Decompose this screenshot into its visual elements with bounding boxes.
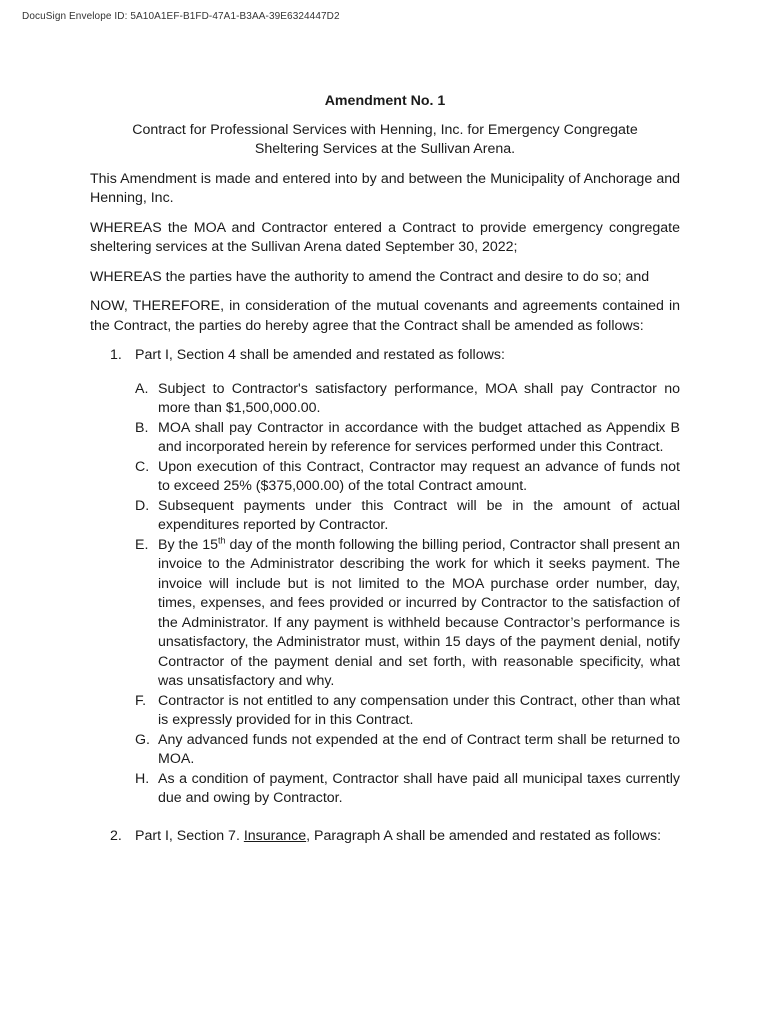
document-page	[90, 92, 680, 856]
docusign-envelope-id: DocuSign Envelope ID: 5A10A1EF-B1FD-47A1-B3AA-39E6324447D2	[22, 11, 340, 22]
insurance-term: Insurance	[243, 827, 307, 844]
document-title: Amendment No. 1	[324, 93, 446, 109]
list-item	[90, 380, 680, 419]
section-2-number: 2.	[110, 827, 122, 844]
ordinal-suffix: th	[217, 534, 226, 545]
section-2-heading	[90, 827, 680, 847]
section-1-text: Part I, Section 4 shall be amended and restated as follows:	[135, 347, 505, 363]
item-text: MOA shall pay Contractor in accordance with the budget attached as Appendix B and incorporated herein by reference for services performed under this Contract.	[158, 419, 680, 455]
whereas-paragraph-2: WHEREAS the parties have the authority to amend the Contract and desire to do so; and	[90, 268, 650, 285]
item-text: Any advanced funds not expended at the end of Contract term shall be returned to MOA.	[158, 731, 680, 767]
section-1-number: 1.	[110, 347, 122, 363]
item-letter: G.	[135, 731, 150, 748]
item-letter: C.	[135, 458, 150, 475]
document-subtitle: Contract for Professional Services with Henning, Inc. for Emergency Congregate Sheltering Services at the Sullivan Arena.	[132, 121, 638, 157]
item-text-post: day of the month following the billing period, Contractor shall present an invoice to the Administrator describing the work for which it seeks payment. The invoice will include but is not limited to the MOA purchase order number, day, times, expenses, and fees provided or incurred by Contractor to the satisfaction of the Administrator. If any payment is withheld because Contractor’s performance is unsatisfactory, the Administrator must, within 15 days of the payment denial, notify Contractor of the payment denial and set forth, with reasonable specificity, what was unsatisfactory and why.	[158, 536, 680, 689]
section-2-text-pre: Part I, Section 7.	[135, 827, 244, 844]
list-item	[90, 497, 680, 536]
item-text: Subject to Contractor's satisfactory performance, MOA shall pay Contractor no more than $1,500,000.00.	[158, 380, 680, 416]
section-2-text-post: , Paragraph A shall be amended and restated as follows:	[306, 827, 662, 844]
intro-paragraph: This Amendment is made and entered into by and between the Municipality of Anchorage and Henning, Inc.	[90, 170, 680, 206]
whereas-paragraph-1: WHEREAS the MOA and Contractor entered a Contract to provide emergency congregate sheltering services at the Sullivan Arena dated September 30, 2022;	[90, 219, 680, 255]
item-text	[158, 536, 680, 692]
item-letter: A.	[135, 380, 149, 397]
item-text: Contractor is not entitled to any compensation under this Contract, other than what is expressly provided for in this Contract.	[158, 692, 680, 728]
list-item	[90, 692, 680, 731]
list-item	[90, 419, 680, 458]
item-letter: D.	[135, 497, 150, 514]
item-letter: H.	[135, 770, 150, 787]
list-item	[90, 770, 680, 809]
section-1-heading	[90, 346, 680, 366]
item-text-pre: By the 15	[158, 536, 218, 553]
section-1-list	[90, 380, 680, 809]
list-item	[90, 458, 680, 497]
item-letter: B.	[135, 419, 149, 436]
item-letter: F.	[135, 692, 147, 709]
item-text: As a condition of payment, Contractor shall have paid all municipal taxes currently due and owing by Contractor.	[158, 770, 680, 806]
now-therefore-paragraph: NOW, THEREFORE, in consideration of the mutual covenants and agreements contained in the Contract, the parties do hereby agree that the Contract shall be amended as follows:	[90, 298, 680, 334]
item-text: Subsequent payments under this Contract will be in the amount of actual expenditures reported by Contractor.	[158, 497, 680, 533]
list-item	[90, 731, 680, 770]
item-letter: E.	[135, 536, 149, 553]
item-text: Upon execution of this Contract, Contractor may request an advance of funds not to exceed 25% ($375,000.00) of the total Contract amount.	[158, 458, 680, 494]
list-item	[90, 536, 680, 692]
section-2-text	[135, 827, 680, 847]
